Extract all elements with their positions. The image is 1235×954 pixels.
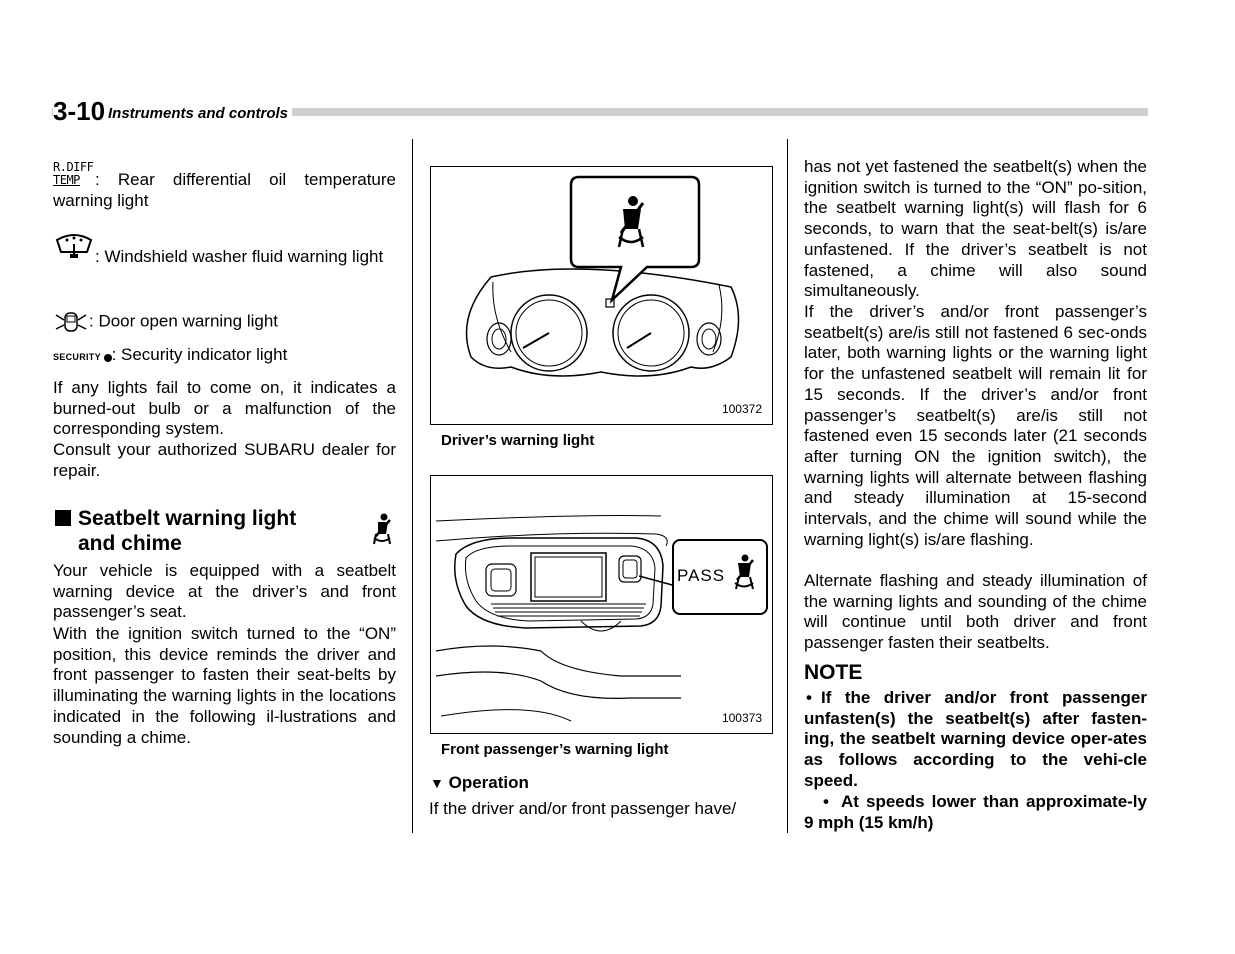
security-text: : Security indicator light <box>111 345 288 364</box>
dashboard-center-illustration <box>431 476 772 733</box>
security-icon: SECURITY <box>53 352 112 362</box>
figure2-caption: Front passenger’s warning light <box>441 741 669 758</box>
figure1-number: 100372 <box>721 402 762 416</box>
door-open-row <box>53 311 396 333</box>
right-paragraph-3: Alternate flashing and steady illumination of the warning lights and sounding of the chime will continue until both driver and front passenger fasten their seatbelts. <box>804 571 1147 653</box>
figure2-number: 100373 <box>721 711 762 725</box>
section-title: Instruments and controls <box>108 105 292 123</box>
instrument-cluster-illustration <box>431 167 772 424</box>
right-paragraph-2: If the driver’s and/or front passenger’s seatbelt(s) are/is still not fastened 6 sec-onds later, both warning lights or the warning light for the unfastened seatbelt will remain lit for 15 seconds. If the driver’s and/or front passenger’s seatbelt(s) are/is still not fastened even 15 seconds later (21 seconds after turning ON the ignition switch), the warning lights will alternate between flashing and steady illumination at 15-second intervals, and the chime will sound while the warning light(s) is/are flashing. <box>804 302 1147 549</box>
operation-heading: ▼ Operation <box>430 773 529 792</box>
fail-paragraph: If any lights fail to come on, it indicates a burned-out bulb or a malfunction of the corresponding system. <box>53 378 396 439</box>
note-bullet-2-dot: • <box>823 792 829 811</box>
consult-paragraph: Consult your authorized SUBARU dealer for repair. <box>53 440 396 480</box>
washer-text: : Windshield washer fluid warning light <box>95 247 384 266</box>
column-divider-right <box>787 139 788 833</box>
note-bullet-1-dot: • <box>806 688 812 707</box>
heading-square-bullet <box>55 510 71 526</box>
door-text: : Door open warning light <box>89 311 279 331</box>
column-divider-left <box>412 139 413 833</box>
triangle-bullet-icon: ▼ <box>430 775 444 791</box>
note-heading: NOTE <box>804 661 863 684</box>
figure-passenger-warning-light <box>430 475 773 734</box>
seatbelt-paragraph-2: With the ignition switch turned to the “ON” position, this device reminds the driver and front passenger to fasten their seat-belts by illuminating the warning lights in the locations indicated in the following il-lustrations and sounding a chime. <box>53 624 396 747</box>
door-open-icon <box>53 311 89 333</box>
pass-label: PASS <box>677 566 726 585</box>
right-paragraph-1: has not yet fastened the seatbelt(s) when the ignition switch is turned to the “ON” po-sition, the seatbelt warning light(s) will flash for 6 seconds, to warn that the seat-belt(s) is/are unfastened. If the driver’s seatbelt is not fastened, a chime will also sound simultaneously. <box>804 157 1147 301</box>
figure1-caption: Driver’s warning light <box>441 432 595 449</box>
figure-driver-warning-light <box>430 166 773 425</box>
security-row <box>53 345 396 368</box>
seatbelt-heading-icon <box>368 512 396 551</box>
rdiff-text: : Rear differential oil temperature warning light <box>53 170 396 210</box>
operation-text: If the driver and/or front passenger have/ <box>429 799 737 818</box>
note-bullet-1: If the driver and/or front passenger unfasten(s) the seatbelt(s) after fasten-ing, the seatbelt warning device oper-ates as follows according to the vehi-cle speed. <box>804 688 1147 790</box>
section-heading: Seatbelt warning light and chime <box>78 507 297 555</box>
seatbelt-paragraph-1: Your vehicle is equipped with a seatbelt warning device at the driver’s and front passenger’s seat. <box>53 561 396 622</box>
page-number: 3-10 <box>53 96 109 126</box>
rdiff-temp-icon: R.DIFF TEMP <box>53 160 94 187</box>
note-bullet-2: At speeds lower than approximate-ly 9 mph (15 km/h) <box>804 792 1147 832</box>
